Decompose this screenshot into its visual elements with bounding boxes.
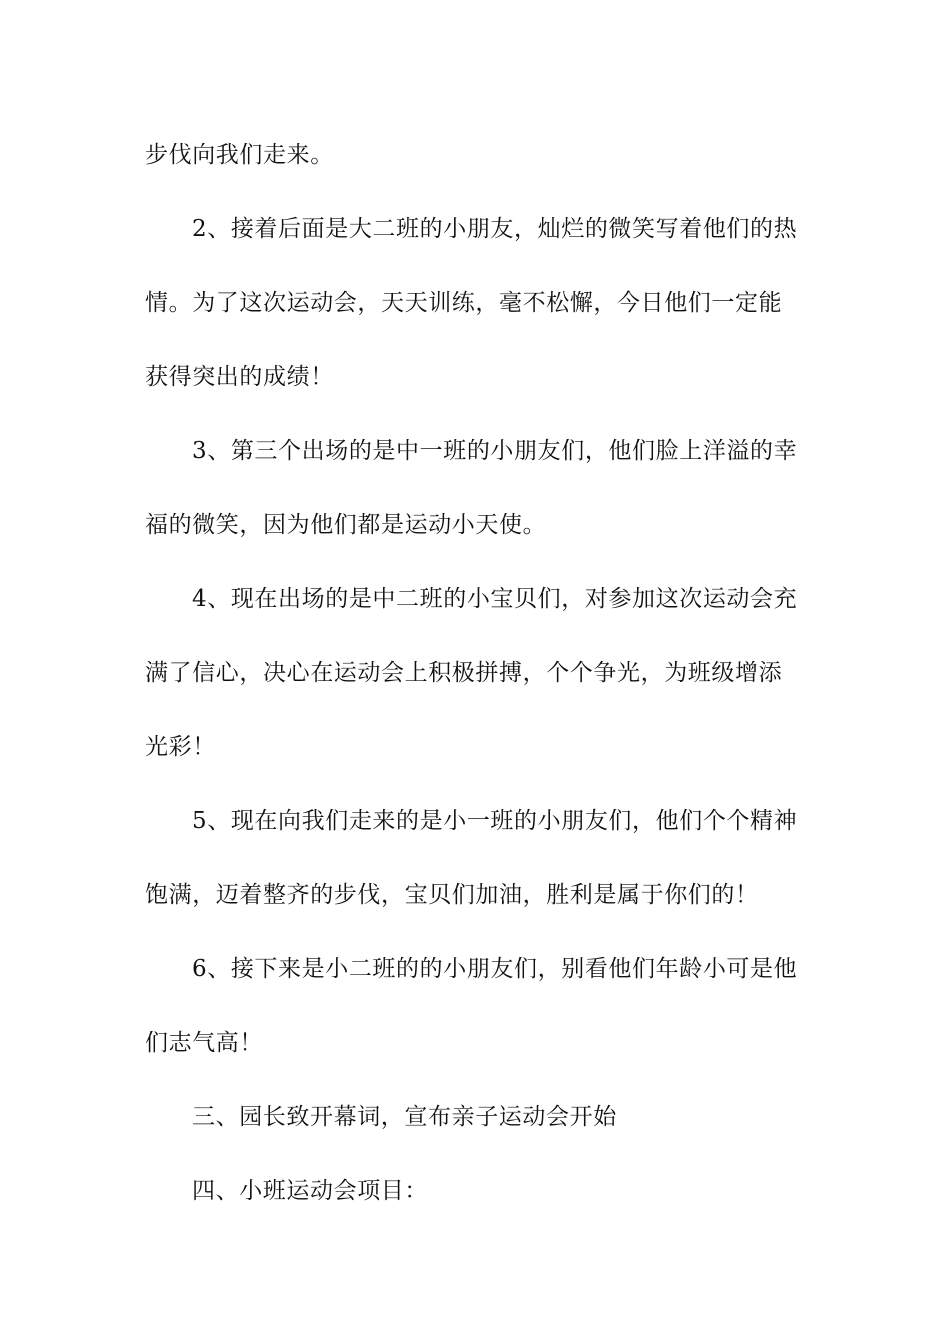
text-line: 满了信心，决心在运动会上积极拼搏，个个争光，为班级增添 — [145, 660, 783, 686]
text-line: 6、接下来是小二班的的小朋友们，别看他们年龄小可是他 — [192, 956, 798, 982]
text-line: 福的微笑，因为他们都是运动小天使。 — [145, 512, 547, 538]
text-line: 获得突出的成绩！ — [145, 364, 334, 390]
document-body — [145, 118, 810, 1228]
text-line: 3、第三个出场的是中一班的小朋友们，他们脸上洋溢的幸 — [192, 438, 798, 464]
text-line: 5、现在向我们走来的是小一班的小朋友们，他们个个精神 — [192, 808, 798, 834]
text-line: 4、现在出场的是中二班的小宝贝们，对参加这次运动会充 — [192, 586, 798, 612]
section-heading: 四、小班运动会项目： — [192, 1178, 428, 1204]
text-line: 光彩！ — [145, 734, 216, 760]
text-line: 步伐向我们走来。 — [145, 142, 334, 168]
text-line: 饱满，迈着整齐的步伐，宝贝们加油，胜利是属于你们的！ — [145, 882, 759, 908]
text-line: 情。为了这次运动会，天天训练，毫不松懈，今日他们一定能 — [145, 290, 783, 316]
section-heading: 三、园长致开幕词，宣布亲子运动会开始 — [192, 1104, 617, 1130]
text-line: 2、接着后面是大二班的小朋友，灿烂的微笑写着他们的热 — [192, 216, 798, 242]
text-line: 们志气高！ — [145, 1030, 263, 1056]
